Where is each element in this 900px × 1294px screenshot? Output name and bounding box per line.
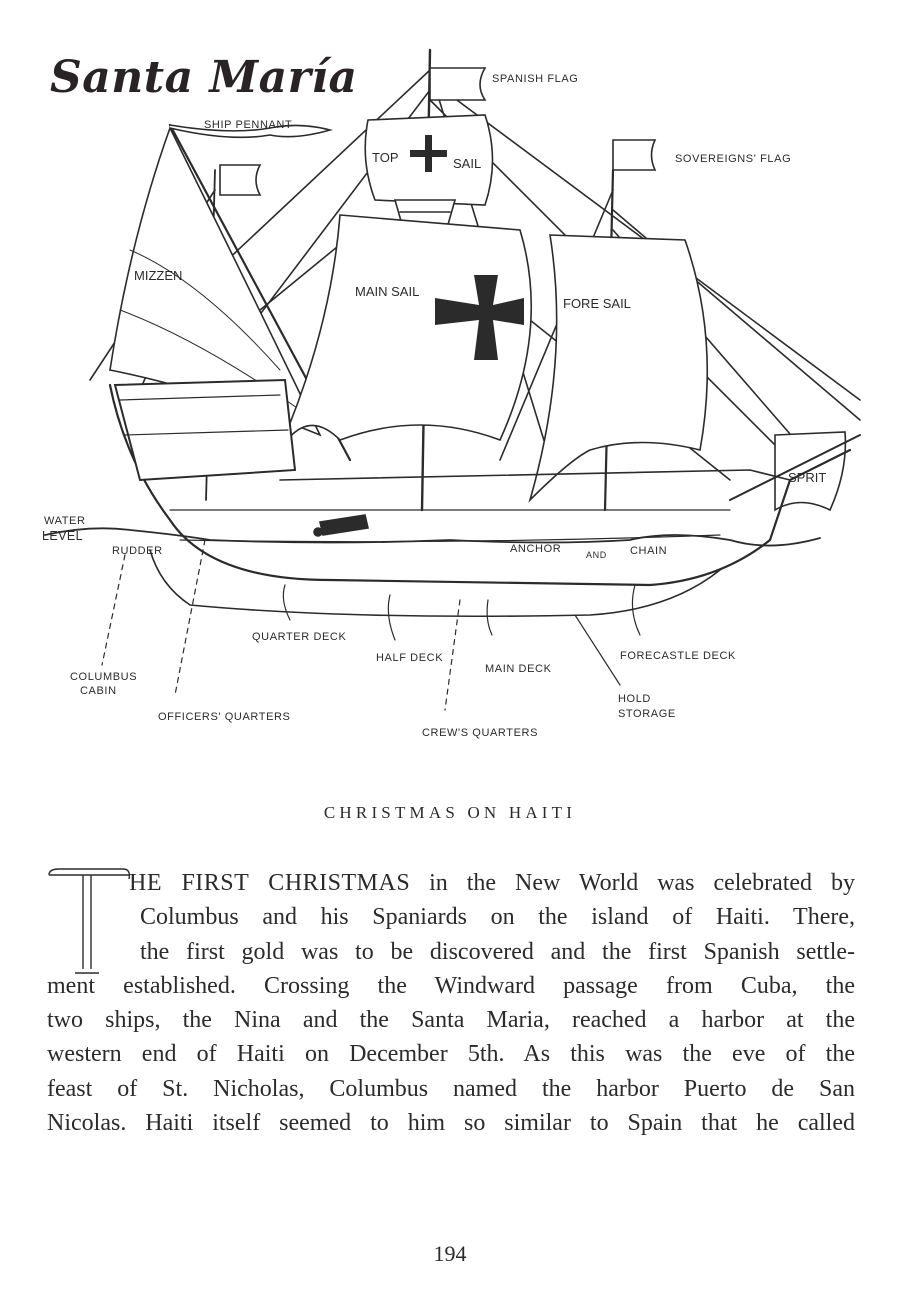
label-anchor: ANCHOR [510,543,562,555]
label-half-deck: HALF DECK [376,652,444,664]
label-top-sail-right: SAIL [453,156,482,171]
label-rudder: RUDDER [112,545,163,557]
label-cabin: CABIN [80,685,117,697]
text-line: Nicolas. Haiti itself seemed to him so similar to Spain that he called [47,1110,855,1137]
label-crews-quarters: CREW'S QUARTERS [422,727,539,739]
text-line: western end of Haiti on December 5th. As this was the eve of the [47,1041,855,1068]
label-hold: HOLD [618,693,651,705]
label-officers-quarters: OFFICERS' QUARTERS [158,711,291,723]
ship-illustration [30,40,880,760]
label-water: WATER [44,515,86,527]
text-line: Columbus and his Spaniards on the island of Haiti. There, [140,904,855,931]
smallcaps-lead: HE FIRST CHRISTMAS [129,870,411,896]
page-number: 194 [433,1241,467,1266]
label-storage: STORAGE [618,708,676,720]
label-spanish-flag: SPANISH FLAG [492,73,579,85]
label-fore-sail: FORE SAIL [563,296,631,311]
label-ship-pennant: SHIP PENNANT [204,119,293,131]
text-line-rest: in the New World was celebrated by [410,870,855,896]
text-line: two ships, the Nina and the Santa Maria, reached a harbor at the [47,1007,855,1034]
chapter-heading: CHRISTMAS ON HAITI [323,803,577,822]
text-line [47,866,855,900]
body-paragraph [47,866,855,1140]
label-level: LEVEL [42,529,83,543]
label-sovereigns-flag: SOVEREIGNS' FLAG [675,153,792,165]
label-quarter-deck: QUARTER DECK [252,631,347,643]
label-sprit: SPRIT [788,470,827,485]
label-forecastle-deck: FORECASTLE DECK [620,650,736,662]
label-main-sail: MAIN SAIL [355,284,420,299]
text-line: the first gold was to be discovered and the first Spanish settle- [140,938,855,965]
label-chain: CHAIN [630,545,668,557]
illustration-title: Santa María [50,52,358,103]
label-main-deck: MAIN DECK [485,663,552,675]
ship-drawing [30,40,880,760]
label-and: AND [586,550,607,560]
text-line: ment established. Crossing the Windward passage from Cuba, the [47,972,855,999]
label-columbus: COLUMBUS [70,671,138,683]
label-mizzen: MIZZEN [134,268,183,283]
text-line: feast of St. Nicholas, Columbus named the harbor Puerto de San [47,1075,855,1102]
label-top-sail-left: TOP [372,150,399,165]
